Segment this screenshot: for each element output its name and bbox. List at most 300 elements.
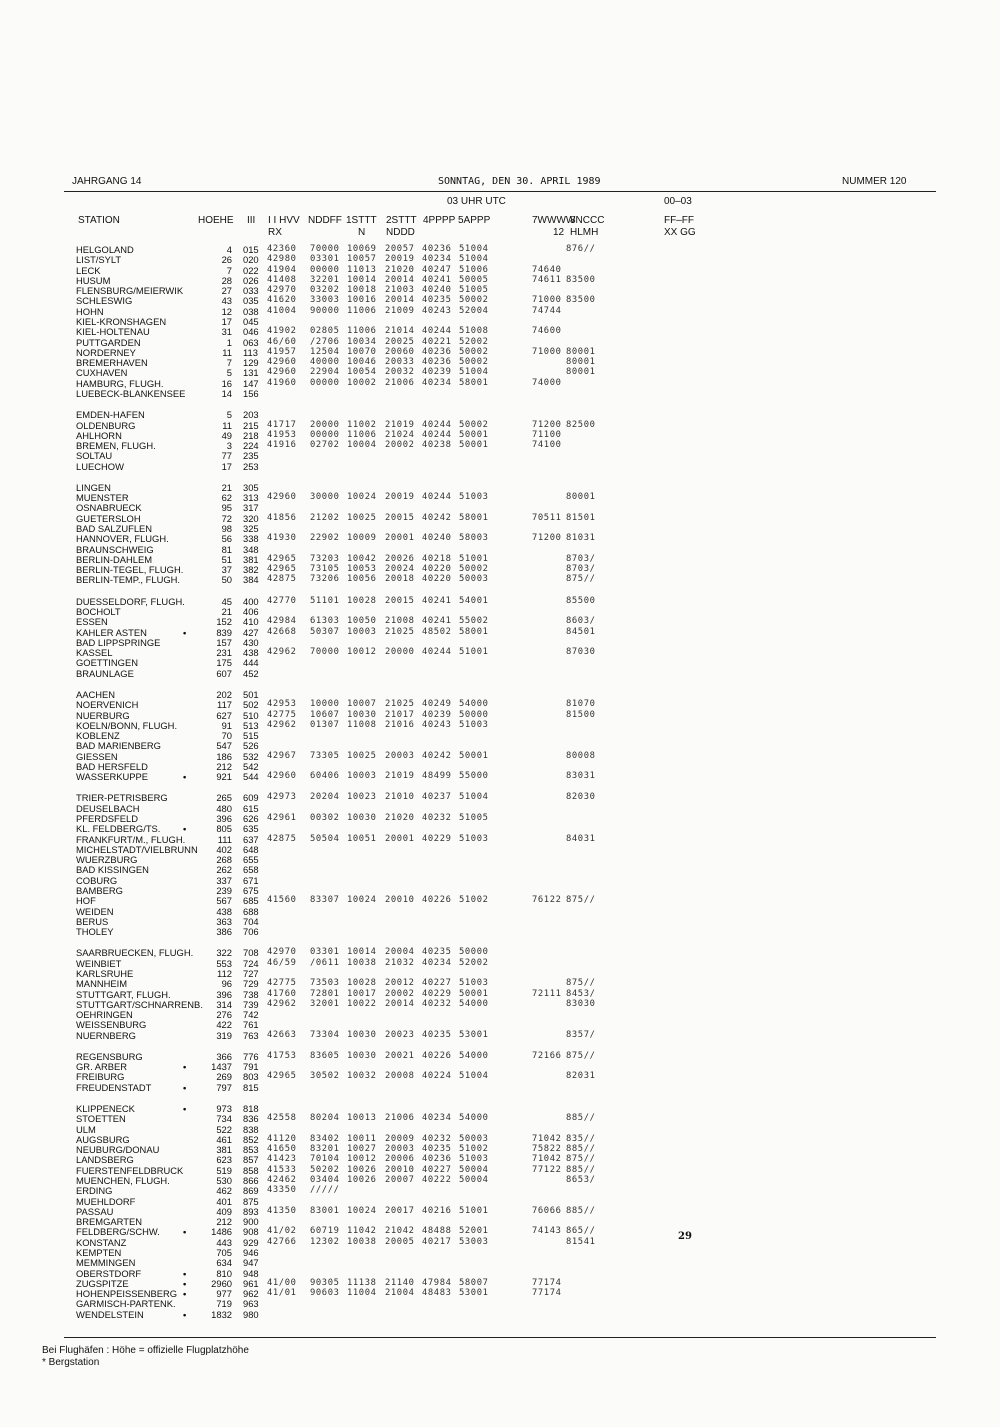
synop-group: 54001 — [459, 595, 489, 606]
synop-group: 10026 — [347, 1175, 377, 1185]
station-name: FUERSTENFELDBRUCK — [76, 1164, 184, 1176]
synop-group: 20014 — [385, 998, 415, 1009]
station-name: BRAUNSCHWEIG — [76, 543, 154, 555]
synop-group: 70000 — [310, 647, 340, 658]
station-id: 852 — [243, 1133, 259, 1145]
synop-group: 00000 — [310, 429, 340, 440]
station-height: 553 — [216, 957, 232, 969]
station-name: LIST/SYLT — [76, 254, 122, 266]
station-id: 893 — [243, 1205, 259, 1217]
station-id: 836 — [243, 1113, 259, 1125]
station-id: 908 — [243, 1226, 259, 1238]
synop-group: 10069 — [347, 244, 377, 254]
synop-group: 42953 — [267, 699, 297, 710]
synop-group: 10026 — [347, 1164, 377, 1175]
synop-group: 73503 — [310, 978, 340, 989]
synop-group: 83500 — [566, 274, 596, 285]
synop-group: /2706 — [310, 336, 340, 347]
synop-group: 885// — [566, 1205, 596, 1216]
station-height: 157 — [216, 636, 232, 648]
station-name: KLIPPENECK — [76, 1103, 135, 1114]
station-height: 72 — [221, 512, 232, 524]
synop-group: 40239 — [422, 367, 452, 378]
station-id: 838 — [243, 1123, 259, 1135]
synop-group: 47984 — [422, 1277, 452, 1288]
station-id: 203 — [243, 409, 259, 421]
synop-group: 20006 — [385, 1154, 415, 1165]
station-name: BAD MARIENBERG — [76, 740, 161, 752]
synop-group: 77174 — [532, 1277, 562, 1288]
synop-group: 42965 — [267, 1071, 297, 1082]
synop-group: 20019 — [385, 492, 415, 503]
station-height: 705 — [216, 1246, 232, 1258]
synop-group: 10050 — [347, 616, 377, 627]
synop-group: 40244 — [422, 647, 452, 658]
station-height: 3 — [226, 440, 232, 451]
station-id: 381 — [243, 553, 259, 565]
synop-group: 21016 — [385, 719, 415, 730]
synop-group: 885// — [566, 1144, 596, 1155]
synop-group: 20018 — [385, 574, 415, 585]
station-height: 396 — [216, 813, 232, 824]
synop-group: 8603/ — [566, 616, 596, 627]
station-name: BERLIN-DAHLEM — [76, 553, 153, 565]
footer-note-airport: Bei Flughäfen : Höhe = offizielle Flugplatzhöhe — [42, 1345, 249, 1356]
station-name: BRAUNLAGE — [76, 667, 134, 679]
synop-group: 20015 — [385, 595, 415, 606]
synop-group: 40235 — [422, 1144, 452, 1155]
synop-group: 61303 — [310, 616, 340, 627]
station-id: 400 — [243, 595, 259, 607]
station-id: 035 — [243, 295, 259, 307]
synop-group: 20001 — [385, 533, 415, 544]
station-name: STOETTEN — [76, 1113, 126, 1125]
synop-group: 10007 — [347, 699, 377, 710]
column-group1: I I HVV — [268, 215, 300, 226]
synop-group: 20002 — [385, 988, 415, 999]
station-name: BAD HERSFELD — [76, 760, 148, 772]
synop-group: 40244 — [422, 419, 452, 430]
station-height: 5 — [226, 409, 232, 421]
station-height: 1437 — [211, 1061, 232, 1073]
column-group9-sub: XX GG — [664, 227, 696, 238]
station-name: OEHRINGEN — [76, 1009, 133, 1020]
station-id: 980 — [243, 1308, 259, 1320]
synop-group: 20005 — [385, 1236, 415, 1247]
synop-group: 40234 — [422, 254, 452, 265]
synop-group: 21019 — [385, 419, 415, 430]
synop-group: 40241 — [422, 595, 452, 606]
synop-group: 10013 — [347, 1113, 377, 1124]
synop-group: 83307 — [310, 895, 340, 906]
station-id: 948 — [243, 1267, 259, 1279]
synop-group: 21024 — [385, 429, 415, 440]
station-name: REGENSBURG — [76, 1050, 143, 1062]
synop-group: 20001 — [385, 833, 415, 844]
synop-group: 42663 — [267, 1029, 297, 1040]
station-id: 224 — [243, 440, 259, 451]
station-name: ULM — [76, 1123, 96, 1135]
station-height: 28 — [221, 274, 232, 286]
synop-group: 40238 — [422, 440, 452, 450]
station-id: 348 — [243, 543, 259, 555]
synop-group: 20014 — [385, 295, 415, 306]
synop-group: 40240 — [422, 533, 452, 544]
synop-group: 42980 — [267, 254, 297, 265]
station-id: 532 — [243, 750, 259, 762]
synop-group: 53001 — [459, 1288, 489, 1298]
station-height: 175 — [216, 657, 232, 669]
station-height: 21 — [221, 606, 232, 617]
station-id: 510 — [243, 709, 259, 721]
station-height: 37 — [221, 564, 232, 576]
synop-group: 885// — [566, 1113, 596, 1124]
synop-group: 58001 — [459, 512, 489, 523]
synop-group: 71200 — [532, 419, 562, 430]
synop-group: 20033 — [385, 357, 415, 368]
station-name: HOHENPEISSENBERG — [76, 1288, 178, 1299]
synop-group: 40232 — [422, 813, 452, 823]
synop-group: 875// — [566, 574, 596, 585]
synop-group: 21025 — [385, 699, 415, 710]
synop-group: 20024 — [385, 564, 415, 575]
station-height: 276 — [216, 1009, 232, 1020]
column-group5: 4PPPP — [423, 215, 456, 226]
station-id: 706 — [243, 926, 259, 938]
station-id: 113 — [243, 346, 258, 358]
synop-group: 50000 — [459, 709, 489, 720]
station-name: AACHEN — [76, 688, 116, 700]
station-id: 853 — [243, 1144, 259, 1156]
station-name: OLDENBURG — [76, 419, 136, 431]
station-id: 615 — [243, 802, 259, 814]
station-height: 623 — [216, 1154, 232, 1166]
synop-group: 84031 — [566, 833, 596, 844]
synop-group: 10038 — [347, 957, 377, 968]
synop-group: 51002 — [459, 895, 489, 906]
station-name: GOETTINGEN — [76, 657, 138, 669]
station-name: LINGEN — [76, 481, 111, 493]
synop-group: 20008 — [385, 1071, 415, 1082]
synop-group: 51003 — [459, 1154, 489, 1165]
synop-group: 40216 — [422, 1205, 452, 1216]
table-row — [0, 668, 1000, 679]
synop-group: 48483 — [422, 1288, 452, 1298]
station-name: STUTTGART/SCHNARRENB. — [76, 998, 203, 1010]
station-name: BAD SALZUFLEN — [76, 523, 153, 534]
synop-group: 71000 — [532, 295, 562, 306]
synop-group: 40224 — [422, 1071, 452, 1082]
synop-group: 42962 — [267, 647, 297, 658]
synop-group: 50003 — [459, 574, 489, 585]
page-number: 29 — [678, 1231, 692, 1242]
column-station: STATION — [78, 215, 120, 226]
synop-group: 74611 — [532, 274, 562, 285]
station-name: SOLTAU — [76, 450, 113, 462]
station-name: FREIBURG — [76, 1071, 125, 1083]
station-height: 12 — [221, 305, 232, 317]
synop-group: 40227 — [422, 978, 452, 989]
synop-group: 82031 — [566, 1071, 596, 1082]
synop-group: 42967 — [267, 750, 297, 761]
synop-group: 8357/ — [566, 1029, 596, 1040]
station-name: LECK — [76, 264, 101, 276]
synop-group: 41/01 — [267, 1288, 297, 1298]
station-height: 269 — [216, 1071, 232, 1083]
synop-group: 40220 — [422, 564, 452, 575]
synop-group: 81070 — [566, 699, 596, 710]
synop-group: 20057 — [385, 244, 415, 254]
station-height: 462 — [216, 1185, 232, 1197]
synop-group: 73305 — [310, 750, 340, 761]
synop-group: 50202 — [310, 1164, 340, 1175]
station-height: 2960 — [211, 1277, 232, 1289]
synop-group: 10002 — [347, 377, 377, 388]
station-name: STUTTGART, FLUGH. — [76, 988, 171, 1000]
station-name: NORDERNEY — [76, 346, 136, 358]
synop-group: 41/00 — [267, 1277, 297, 1288]
station-id: 382 — [243, 564, 259, 576]
synop-group: 74000 — [532, 377, 562, 388]
synop-group: 8653/ — [566, 1175, 596, 1185]
synop-group: 40218 — [422, 553, 452, 564]
station-id: 542 — [243, 760, 259, 772]
column-group3-sub: N — [358, 227, 366, 238]
synop-group: 10003 — [347, 771, 377, 782]
synop-group: 11002 — [347, 419, 377, 430]
synop-group: 41004 — [267, 305, 297, 316]
synop-group: 73203 — [310, 553, 340, 564]
synop-group: 10038 — [347, 1236, 377, 1247]
station-height: 62 — [221, 492, 232, 504]
synop-group: 21009 — [385, 305, 415, 316]
synop-group: 42766 — [267, 1236, 297, 1247]
synop-group: 52002 — [459, 957, 489, 968]
synop-group: 41423 — [267, 1154, 297, 1165]
station-height: 366 — [216, 1050, 232, 1062]
synop-group: 81501 — [566, 512, 596, 523]
synop-group: 875// — [566, 978, 596, 989]
synop-group: 51004 — [459, 1071, 489, 1082]
station-id: 655 — [243, 854, 259, 866]
synop-group: 42558 — [267, 1113, 297, 1124]
synop-group: 51003 — [459, 978, 489, 989]
station-height: 17 — [221, 316, 232, 327]
station-name: KOBLENZ — [76, 730, 120, 741]
station-id: 866 — [243, 1175, 259, 1186]
synop-group: 20032 — [385, 367, 415, 378]
station-height: 152 — [216, 616, 232, 628]
synop-group: 42960 — [267, 367, 297, 378]
synop-group: 00302 — [310, 813, 340, 823]
mountain-station-marker: • — [183, 823, 187, 835]
synop-group: 20000 — [310, 419, 340, 430]
station-id: 317 — [243, 502, 259, 514]
synop-group: 41916 — [267, 440, 297, 450]
synop-group: 20019 — [385, 254, 415, 265]
station-id: 742 — [243, 1009, 259, 1020]
synop-group: 40235 — [422, 947, 452, 958]
station-height: 96 — [221, 978, 232, 990]
mountain-station-marker: • — [183, 1081, 187, 1093]
synop-group: 20003 — [385, 750, 415, 761]
synop-group: 21202 — [310, 512, 340, 523]
synop-group: 42973 — [267, 792, 297, 803]
station-id: 406 — [243, 606, 259, 617]
synop-group: 41856 — [267, 512, 297, 523]
synop-group: 51004 — [459, 254, 489, 265]
synop-group: 40229 — [422, 988, 452, 999]
synop-group: 21032 — [385, 957, 415, 968]
synop-group: 50307 — [310, 626, 340, 637]
synop-group: 40243 — [422, 719, 452, 730]
station-id: 438 — [243, 647, 259, 659]
synop-group: 41953 — [267, 429, 297, 440]
station-name: GARMISCH-PARTENK. — [76, 1298, 176, 1310]
station-height: 409 — [216, 1205, 232, 1217]
station-name: KAHLER ASTEN — [76, 626, 147, 638]
synop-group: 10053 — [347, 564, 377, 575]
station-height: 381 — [216, 1144, 232, 1156]
synop-group: 71100 — [532, 429, 562, 440]
synop-group: 72111 — [532, 988, 562, 999]
station-height: 734 — [216, 1113, 232, 1125]
mountain-station-marker: • — [183, 1267, 187, 1279]
station-height: 805 — [216, 823, 232, 835]
synop-group: 40234 — [422, 1113, 452, 1124]
synop-group: 41533 — [267, 1164, 297, 1175]
synop-group: 22904 — [310, 367, 340, 378]
station-id: 626 — [243, 813, 259, 824]
synop-group: 20060 — [385, 346, 415, 357]
station-name: PASSAU — [76, 1205, 114, 1217]
synop-group: 41120 — [267, 1133, 297, 1144]
synop-group: 10046 — [347, 357, 377, 368]
synop-group: 73206 — [310, 574, 340, 585]
synop-group: 40241 — [422, 616, 452, 627]
station-height: 202 — [216, 688, 232, 700]
station-height: 21 — [221, 481, 232, 493]
synop-group: 42960 — [267, 357, 297, 368]
column-iii: III — [247, 215, 256, 226]
synop-group: 40243 — [422, 305, 452, 316]
column-group7-sub: 12 — [553, 227, 565, 238]
synop-group: 41650 — [267, 1144, 297, 1155]
station-id: 857 — [243, 1154, 259, 1166]
synop-group: 82030 — [566, 792, 596, 803]
synop-group: 40220 — [422, 574, 452, 585]
synop-group: 20021 — [385, 1050, 415, 1061]
synop-group: 51005 — [459, 285, 489, 296]
table-row — [0, 574, 1000, 585]
synop-group: 30502 — [310, 1071, 340, 1082]
header-jahrgang: JAHRGANG 14 — [72, 176, 142, 187]
synop-group: 42965 — [267, 553, 297, 564]
synop-group: 51003 — [459, 719, 489, 730]
synop-group: 71000 — [532, 346, 562, 357]
synop-group: 51004 — [459, 244, 489, 254]
synop-group: 21140 — [385, 1277, 415, 1288]
synop-group: 41960 — [267, 377, 297, 388]
station-name: MANNHEIM — [76, 978, 128, 990]
station-height: 31 — [221, 326, 232, 338]
synop-group: 70511 — [532, 512, 562, 523]
synop-group: 51001 — [459, 553, 489, 564]
synop-group: 11004 — [347, 1288, 377, 1298]
table-row — [0, 461, 1000, 472]
synop-group: 83500 — [566, 295, 596, 306]
station-id: 704 — [243, 915, 259, 927]
station-name: GUETERSLOH — [76, 512, 141, 524]
synop-group: 74143 — [532, 1226, 562, 1237]
station-id: 218 — [243, 429, 259, 441]
station-height: 95 — [221, 502, 232, 514]
station-height: 810 — [216, 1267, 232, 1279]
synop-group: 40242 — [422, 750, 452, 761]
synop-group: 21025 — [385, 626, 415, 637]
synop-group: 20017 — [385, 1205, 415, 1216]
synop-group: 21017 — [385, 709, 415, 720]
station-id: 147 — [243, 377, 259, 389]
station-name: BAD LIPPSPRINGE — [76, 636, 161, 648]
station-height: 11 — [222, 346, 232, 358]
station-id: 320 — [243, 512, 259, 524]
synop-group: 42984 — [267, 616, 297, 627]
station-id: 724 — [243, 957, 259, 969]
station-name: BOCHOLT — [76, 606, 121, 617]
synop-group: 40244 — [422, 429, 452, 440]
station-height: 634 — [216, 1257, 232, 1269]
table-row — [0, 1030, 1000, 1041]
synop-group: 51004 — [459, 367, 489, 378]
synop-group: 11042 — [347, 1226, 377, 1237]
column-group7: 7WWWW — [532, 215, 576, 226]
station-height: 319 — [216, 1029, 232, 1041]
synop-group: 72801 — [310, 988, 340, 999]
synop-group: 10025 — [347, 750, 377, 761]
synop-group: 42962 — [267, 998, 297, 1009]
synop-group: 40236 — [422, 357, 452, 368]
synop-group: 40229 — [422, 833, 452, 844]
station-height: 401 — [216, 1195, 232, 1207]
synop-group: 40232 — [422, 1133, 452, 1144]
station-height: 973 — [216, 1103, 232, 1114]
synop-group: 80001 — [566, 367, 596, 378]
synop-group: 42770 — [267, 595, 297, 606]
synop-group: 58007 — [459, 1277, 489, 1288]
synop-group: 00000 — [310, 264, 340, 275]
synop-group: 885// — [566, 1164, 596, 1175]
synop-group: 50001 — [459, 429, 489, 440]
synop-group: 42960 — [267, 492, 297, 503]
station-height: 112 — [217, 967, 232, 979]
synop-group: 50002 — [459, 346, 489, 357]
synop-group: 10030 — [347, 1029, 377, 1040]
synop-group: 60719 — [310, 1226, 340, 1237]
synop-group: 53003 — [459, 1236, 489, 1247]
station-height: 231 — [216, 647, 232, 659]
synop-group: 87030 — [566, 647, 596, 658]
station-id: 929 — [243, 1236, 259, 1248]
synop-group: 83030 — [566, 998, 596, 1009]
header-time-range: 00–03 — [664, 196, 692, 207]
synop-group: 40241 — [422, 274, 452, 285]
synop-group: 21042 — [385, 1226, 415, 1237]
station-id: 033 — [243, 285, 259, 297]
synop-group: 41902 — [267, 326, 297, 337]
station-height: 117 — [217, 699, 232, 711]
column-group1-sub: RX — [268, 227, 282, 238]
